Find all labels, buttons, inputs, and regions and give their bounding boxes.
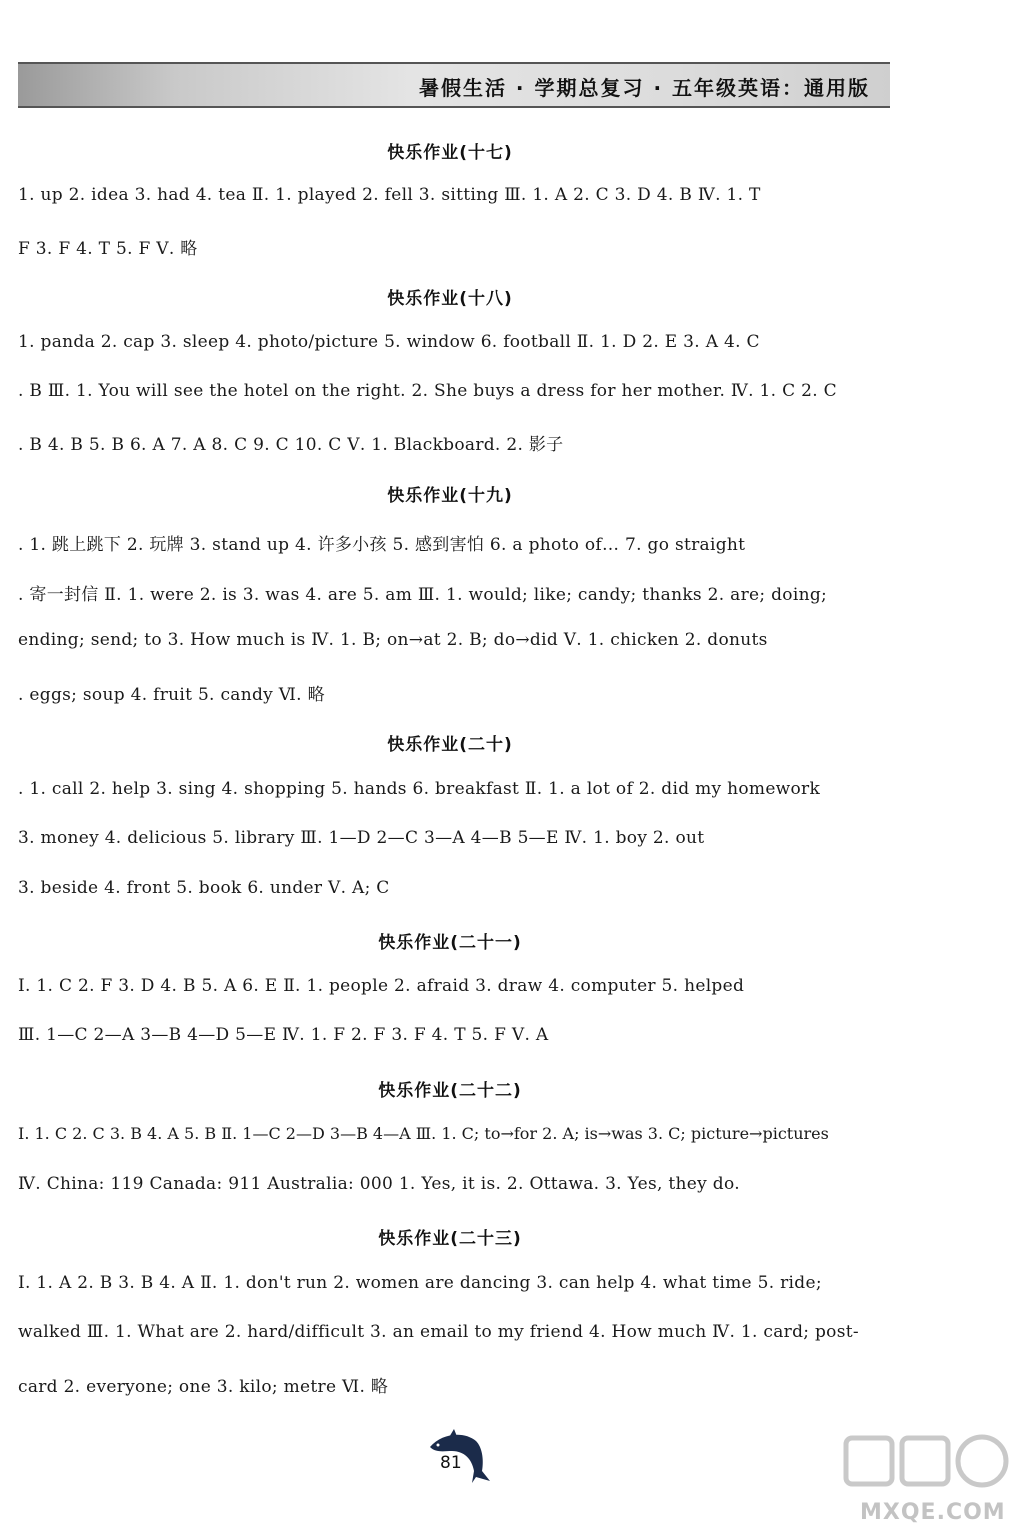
section-title: 快乐作业(十七) <box>387 143 513 163</box>
answer-line: Ⅰ. 1. A 2. B 3. B 4. A Ⅱ. 1. don't run 2. women are dancing 3. can help 4. what time 5. ride; <box>18 1273 822 1293</box>
section-title: 快乐作业(十八) <box>387 289 513 309</box>
watermark-text: MXQE.COM <box>860 1500 1006 1525</box>
answer-line: walked Ⅲ. 1. What are 2. hard/difficult 3. an email to my friend 4. How much Ⅳ. 1. card; post- <box>18 1322 859 1342</box>
page-number: 81 <box>440 1453 462 1473</box>
answer-line: . B Ⅲ. 1. You will see the hotel on the right. 2. She buys a dress for her mother. Ⅳ. 1. C 2. C <box>18 381 837 401</box>
section-title: 快乐作业(二十二) <box>378 1081 522 1101</box>
section-title: 快乐作业(二十三) <box>378 1229 522 1249</box>
answer-line: card 2. everyone; one 3. kilo; metre Ⅵ. 略 <box>18 1377 389 1397</box>
header-bar <box>18 62 890 108</box>
answer-line: . eggs; soup 4. fruit 5. candy Ⅵ. 略 <box>18 685 325 705</box>
answer-line: 1. panda 2. cap 3. sleep 4. photo/picture 5. window 6. football Ⅱ. 1. D 2. E 3. A 4. C <box>18 332 760 352</box>
section-title: 快乐作业(二十一) <box>378 933 522 953</box>
answer-line: . 1. call 2. help 3. sing 4. shopping 5. hands 6. breakfast Ⅱ. 1. a lot of 2. did my homework <box>18 779 821 799</box>
watermark <box>840 1430 1020 1530</box>
section-title: 快乐作业(十九) <box>387 486 513 506</box>
answer-line: Ⅰ. 1. C 2. C 3. B 4. A 5. B Ⅱ. 1—C 2—D 3—B 4—A Ⅲ. 1. C; to→for 2. A; is→was 3. C; picture→pictures <box>18 1124 829 1143</box>
answer-line: 1. up 2. idea 3. had 4. tea Ⅱ. 1. played 2. fell 3. sitting Ⅲ. 1. A 2. C 3. D 4. B Ⅳ. 1. T <box>18 185 761 205</box>
answer-line: . 1. 跳上跳下 2. 玩牌 3. stand up 4. 许多小孩 5. 感到害怕 6. a photo of… 7. go straight <box>18 535 746 555</box>
answer-line: Ⅲ. 1—C 2—A 3—B 4—D 5—E Ⅳ. 1. F 2. F 3. F 4. T 5. F Ⅴ. A <box>18 1025 549 1045</box>
answer-line: Ⅳ. China: 119 Canada: 911 Australia: 000 1. Yes, it is. 2. Ottawa. 3. Yes, they do. <box>18 1174 740 1194</box>
answer-line: . B 4. B 5. B 6. A 7. A 8. C 9. C 10. C Ⅴ. 1. Blackboard. 2. 影子 <box>18 435 564 455</box>
watermark-logo-icon <box>840 1430 1020 1500</box>
answer-line: 3. beside 4. front 5. book 6. under Ⅴ. A; C <box>18 878 390 898</box>
answer-line: . 寄一封信 Ⅱ. 1. were 2. is 3. was 4. are 5. am Ⅲ. 1. would; like; candy; thanks 2. are; doing; <box>18 585 828 605</box>
header-title: 暑假生活 · 学期总复习 · 五年级英语：通用版 <box>418 76 870 100</box>
answer-line: 3. money 4. delicious 5. library Ⅲ. 1—D 2—C 3—A 4—B 5—E Ⅳ. 1. boy 2. out <box>18 828 705 848</box>
answer-line: Ⅰ. 1. C 2. F 3. D 4. B 5. A 6. E Ⅱ. 1. people 2. afraid 3. draw 4. computer 5. helped <box>18 976 745 996</box>
answer-line: ending; send; to 3. How much is Ⅳ. 1. B; on→at 2. B; do→did Ⅴ. 1. chicken 2. donuts <box>18 630 768 650</box>
answer-line: F 3. F 4. T 5. F Ⅴ. 略 <box>18 239 198 259</box>
section-title: 快乐作业(二十) <box>387 735 513 755</box>
